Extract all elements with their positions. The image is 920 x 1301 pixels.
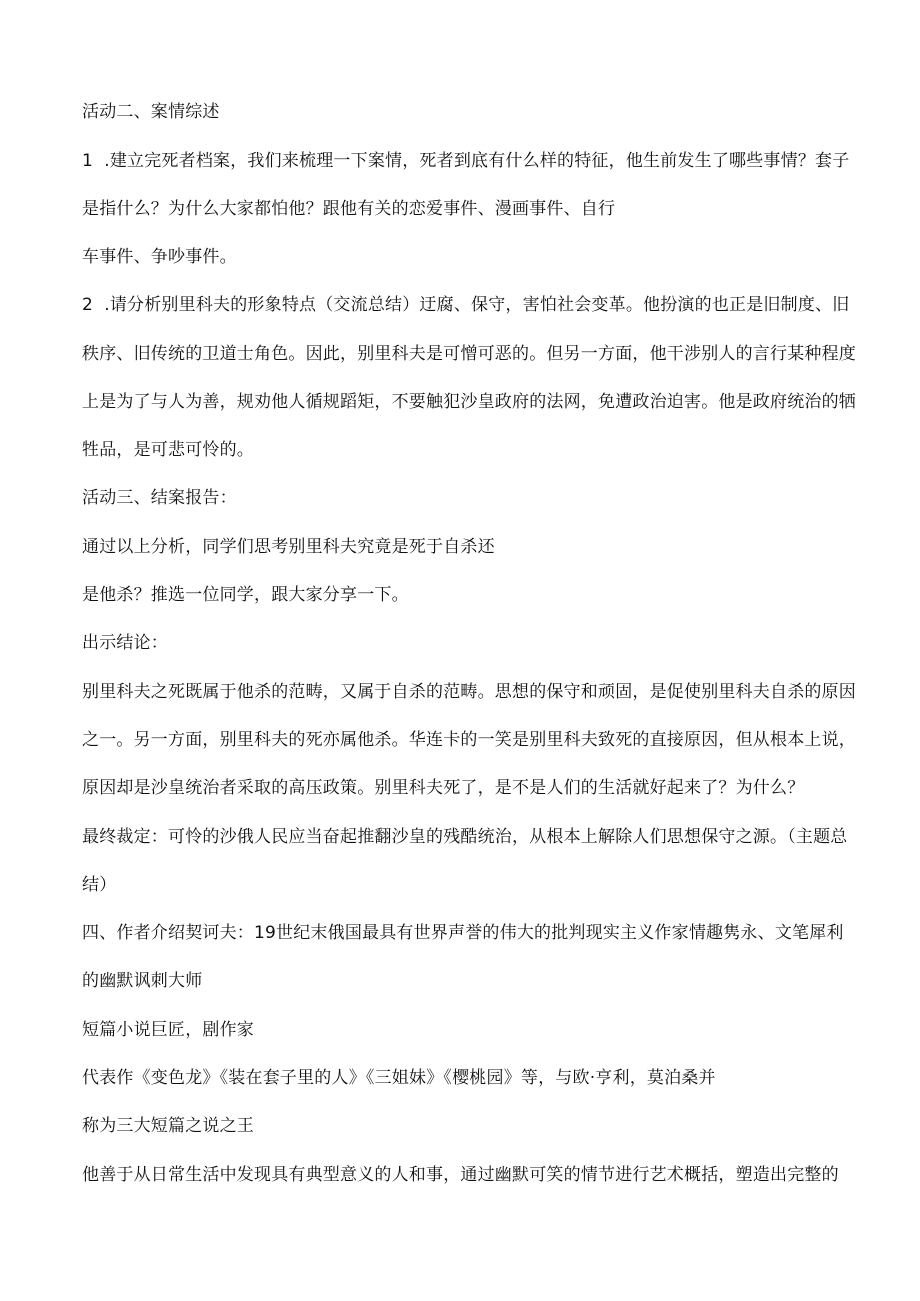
paragraph-2-line-3: 上是为了与人为善，规劝他人循规蹈矩，不要触犯沙皇政府的法网，免遭政治迫害。他是政府统治的牺 bbox=[82, 392, 856, 412]
conclusion-line-2: 之一。另一方面，别里科夫的死亦属他杀。华连卡的一笑是别里科夫致死的直接原因，但从根本上说， bbox=[82, 730, 856, 750]
representative-works-line-2: 称为三大短篇之说之王 bbox=[82, 1116, 254, 1136]
style-description-line: 他善于从日常生活中发现具有典型意义的人和事，通过幽默可笑的情节进行艺术概括，塑造出完整的 bbox=[82, 1165, 839, 1185]
final-verdict-line-1: 最终裁定：可怜的沙俄人民应当奋起推翻沙皇的残酷统治，从根本上解除人们思想保守之源。（主题总 bbox=[82, 827, 848, 847]
paragraph-2-line-2: 秩序、旧传统的卫道士角色。因此，别里科夫是可憎可恶的。但另一方面，他干涉别人的言行某种程度 bbox=[82, 344, 856, 364]
paragraph-1-line-3: 车事件、争吵事件。 bbox=[82, 247, 237, 267]
paragraph-1-line-1: 1 .建立完死者档案，我们来梳理一下案情，死者到底有什么样的特征，他生前发生了哪些事情？套子 bbox=[82, 151, 850, 171]
heading-activity-two: 活动二、案情综述 bbox=[82, 102, 220, 122]
paragraph-2-line-4: 牲品，是可悲可怜的。 bbox=[82, 440, 254, 460]
paragraph-3-line-1: 通过以上分析，同学们思考别里科夫究竟是死于自杀还 bbox=[82, 537, 495, 557]
paragraph-2-line-1: 2 .请分析别里科夫的形象特点（交流总结）迂腐、保守，害怕社会变革。他扮演的也正是旧制度、旧 bbox=[82, 295, 850, 315]
author-intro-line-1: 四、作者介绍契诃夫：19世纪末俄国最具有世界声誉的伟大的批判现实主义作家情趣隽永、文笔犀利 bbox=[82, 923, 844, 943]
paragraph-3-line-2: 是他杀？推选一位同学，跟大家分享一下。 bbox=[82, 585, 409, 605]
conclusion-line-3: 原因却是沙皇统治者采取的高压政策。别里科夫死了，是不是人们的生活就好起来了？为什么？ bbox=[82, 778, 805, 798]
final-verdict-line-2: 结） bbox=[82, 875, 117, 895]
representative-works-line-1: 代表作《变色龙》《装在套子里的人》《三姐妹》《樱桃园》等，与欧·亨利，莫泊桑并 bbox=[82, 1068, 716, 1088]
author-title-line: 短篇小说巨匠，剧作家 bbox=[82, 1020, 254, 1040]
heading-conclusion: 出示结论： bbox=[82, 633, 168, 653]
heading-activity-three: 活动三、结案报告： bbox=[82, 488, 237, 508]
author-intro-line-2: 的幽默讽刺大师 bbox=[82, 971, 203, 991]
conclusion-line-1: 别里科夫之死既属于他杀的范畴，又属于自杀的范畴。思想的保守和顽固，是促使别里科夫自杀的原因 bbox=[82, 682, 856, 702]
paragraph-1-line-2: 是指什么？为什么大家都怕他？跟他有关的恋爱事件、漫画事件、自行 bbox=[82, 199, 616, 219]
